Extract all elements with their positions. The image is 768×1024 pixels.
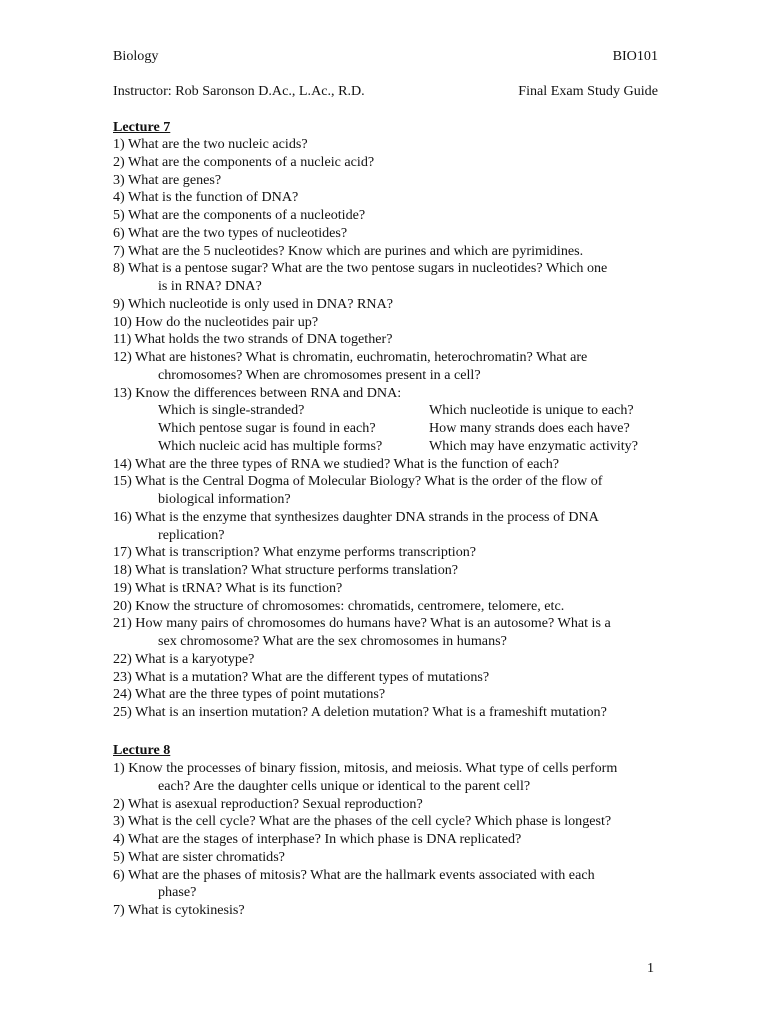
list-item: 2) What is asexual reproduction? Sexual reproduction?: [113, 795, 423, 812]
list-item: 2) What are the components of a nucleic acid?: [113, 153, 375, 170]
list-item: 6) What are the phases of mitosis? What are the hallmark events associated with each: [113, 866, 595, 883]
list-item: 10) How do the nucleotides pair up?: [113, 313, 319, 330]
lecture-7-heading: Lecture 7: [113, 119, 171, 135]
page-number: 1: [647, 960, 655, 976]
comparison-item: How many strands does each have?: [429, 420, 630, 436]
list-item: 6) What are the two types of nucleotides?: [113, 224, 348, 241]
list-item: 16) What is the enzyme that synthesizes daughter DNA strands in the process of DNA: [113, 508, 599, 525]
comparison-item: Which pentose sugar is found in each?: [158, 420, 376, 436]
list-item: 11) What holds the two strands of DNA together?: [113, 331, 393, 348]
list-item-continuation: sex chromosome? What are the sex chromosomes in humans?: [158, 633, 507, 649]
list-item-continuation: biological information?: [158, 491, 291, 507]
list-item: 1) Know the processes of binary fission, mitosis, and meiosis. What type of cells perform: [113, 760, 618, 776]
comparison-row: [113, 402, 658, 420]
list-item: 9) Which nucleotide is only used in DNA? RNA?: [113, 295, 393, 312]
comparison-item: Which may have enzymatic activity?: [429, 437, 638, 454]
list-item-continuation: chromosomes? When are chromosomes present in a cell?: [158, 366, 481, 383]
list-item-continuation: each? Are the daughter cells unique or identical to the parent cell?: [158, 777, 531, 794]
list-item: 15) What is the Central Dogma of Molecular Biology? What is the order of the flow of: [113, 473, 603, 490]
lecture-7-questions: [113, 136, 658, 722]
header-row-1: [113, 47, 658, 65]
comparison-item: Which is single-stranded?: [158, 402, 305, 419]
comparison-item: Which nucleotide is unique to each?: [429, 402, 634, 419]
list-item: 7) What are the 5 nucleotides? Know which are purines and which are pyrimidines.: [113, 242, 584, 259]
list-item: 20) Know the structure of chromosomes: chromatids, centromere, telomere, etc.: [113, 597, 565, 614]
list-item: 17) What is transcription? What enzyme performs transcription?: [113, 544, 477, 561]
list-item: 19) What is tRNA? What is its function?: [113, 579, 343, 596]
list-item: 1) What are the two nucleic acids?: [113, 136, 308, 152]
header-row-2: [113, 82, 658, 100]
lecture-8-questions: [113, 760, 658, 920]
list-item-continuation: replication?: [158, 526, 225, 543]
list-item: 13) Know the differences between RNA and DNA:: [113, 384, 402, 401]
list-item: 8) What is a pentose sugar? What are the two pentose sugars in nucleotides? Which one: [113, 260, 608, 277]
list-item: 18) What is translation? What structure performs translation?: [113, 562, 459, 578]
list-item: 24) What are the three types of point mutations?: [113, 686, 386, 703]
list-item: 7) What is cytokinesis?: [113, 902, 245, 918]
list-item: 3) What is the cell cycle? What are the phases of the cell cycle? Which phase is longest?: [113, 813, 612, 830]
list-item: 22) What is a karyotype?: [113, 650, 255, 667]
list-item: 5) What are the components of a nucleotide?: [113, 207, 366, 223]
list-item-continuation: phase?: [158, 884, 197, 901]
course-code: BIO101: [612, 48, 658, 64]
list-item: 3) What are genes?: [113, 171, 222, 188]
subject-label: Biology: [113, 48, 159, 64]
list-item: 4) What is the function of DNA?: [113, 189, 299, 206]
list-item-continuation: is in RNA? DNA?: [158, 278, 262, 294]
comparison-row: [113, 438, 658, 456]
lecture-8-heading: Lecture 8: [113, 742, 171, 758]
instructor-line: Instructor: Rob Saronson D.Ac., L.Ac., R.D.: [113, 83, 365, 99]
comparison-item: Which nucleic acid has multiple forms?: [158, 437, 383, 454]
document-title: Final Exam Study Guide: [518, 83, 658, 99]
list-item: 12) What are histones? What is chromatin, euchromatin, heterochromatin? What are: [113, 349, 588, 365]
list-item: 4) What are the stages of interphase? In which phase is DNA replicated?: [113, 831, 522, 847]
comparison-row: [113, 420, 658, 438]
list-item: 23) What is a mutation? What are the different types of mutations?: [113, 668, 490, 685]
list-item: 25) What is an insertion mutation? A deletion mutation? What is a frameshift mutation?: [113, 704, 607, 720]
list-item: 21) How many pairs of chromosomes do humans have? What is an autosome? What is a: [113, 615, 611, 632]
list-item: 14) What are the three types of RNA we studied? What is the function of each?: [113, 455, 560, 472]
list-item: 5) What are sister chromatids?: [113, 848, 285, 865]
